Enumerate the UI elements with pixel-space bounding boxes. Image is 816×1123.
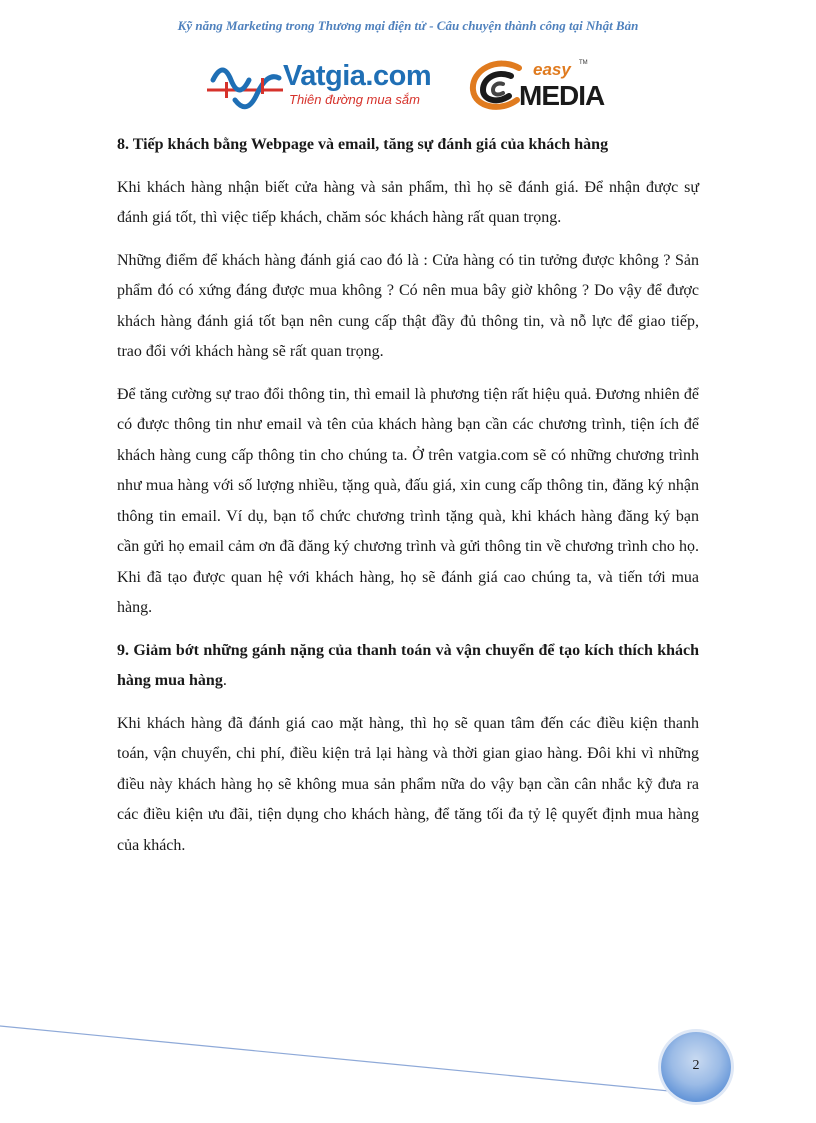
page-number-badge bbox=[661, 1032, 731, 1102]
section-9-heading-text: 9. Giảm bớt những gánh nặng của thanh toán và vận chuyển để tạo kích thích khách hàng mua hàng bbox=[117, 641, 699, 689]
vatgia-tagline: Thiên đường mua sắm bbox=[289, 92, 420, 107]
section-8-paragraph-1: Khi khách hàng nhận biết cửa hàng và sản phẩm, thì họ sẽ đánh giá. Để nhận được sự đánh giá tốt, thì việc tiếp khách, chăm sóc khách hàng rất quan trọng. bbox=[117, 178, 699, 226]
section-8-paragraph-3: Để tăng cường sự trao đổi thông tin, thì email là phương tiện rất hiệu quả. Đương nhiên để có được thông tin như email và tên của khách hàng bạn cần các chương trình, tiện ích để khách hàng cung cấp thông tin cho chúng ta. Ở trên vatgia.com sẽ có những chương trình như mua hàng với số lượng nhiều, tặng quà, đấu giá, xin cung cấp thông tin, đăng ký nhận thông tin email. Ví dụ, bạn tổ chức chương trình tặng quà, khi khách hàng đăng ký bạn cần gửi họ email cảm ơn đã đăng ký chương trình và gửi thông tin về chương trình cho họ. Khi đã tạo được quan hệ với khách hàng, họ sẽ đánh giá cao chúng ta, và tiến tới mua hàng. bbox=[117, 385, 699, 616]
section-9-paragraph-1: Khi khách hàng đã đánh giá cao mặt hàng, thì họ sẽ quan tâm đến các điều kiện thanh toán, vận chuyển, chi phí, điều kiện trả lại hàng và thời gian giao hàng. Đôi khi vì những điều này khách hàng họ sẽ không mua sản phẩm nữa do vậy bạn cần cân nhắc kỹ đưa ra các điều kiện ưu đãi, tiện dụng cho khách hàng, để tăng tối đa tỷ lệ quyết định mua hàng của khách. bbox=[117, 714, 699, 854]
vatgia-wave-icon bbox=[205, 58, 285, 114]
easymedia-swirl-icon bbox=[467, 58, 527, 114]
running-header: Kỹ năng Marketing trong Thương mại điện tử - Câu chuyện thành công tại Nhật Bản bbox=[177, 18, 639, 33]
section-8-heading: 8. Tiếp khách bằng Webpage và email, tăng sự đánh giá của khách hàng bbox=[117, 136, 609, 153]
vatgia-logo bbox=[205, 58, 450, 114]
document-body bbox=[117, 128, 699, 861]
section-8-paragraph-2: Những điểm để khách hàng đánh giá cao đó là : Cửa hàng có tin tưởng được không ? Sản phẩm đó có xứng đáng được mua không ? Có nên mua bây giờ không ? Do vậy để được khách hàng đánh giá tốt bạn nên cung cấp thật đầy đủ thông tin, và nỗ lực để giao tiếp, trao đổi với khách hàng sẽ rất quan trọng. bbox=[117, 251, 699, 360]
easymedia-logo bbox=[467, 58, 627, 114]
trademark-mark: TM bbox=[579, 60, 588, 66]
easy-word: easy bbox=[533, 60, 571, 79]
media-word: MEDIA bbox=[519, 80, 605, 111]
section-9-heading-period: . bbox=[222, 672, 227, 689]
vatgia-brand-name: Vatgia.com bbox=[283, 60, 432, 92]
logo-bar bbox=[205, 58, 625, 114]
section-9-heading bbox=[117, 636, 699, 697]
page-number: 2 bbox=[692, 1058, 700, 1073]
